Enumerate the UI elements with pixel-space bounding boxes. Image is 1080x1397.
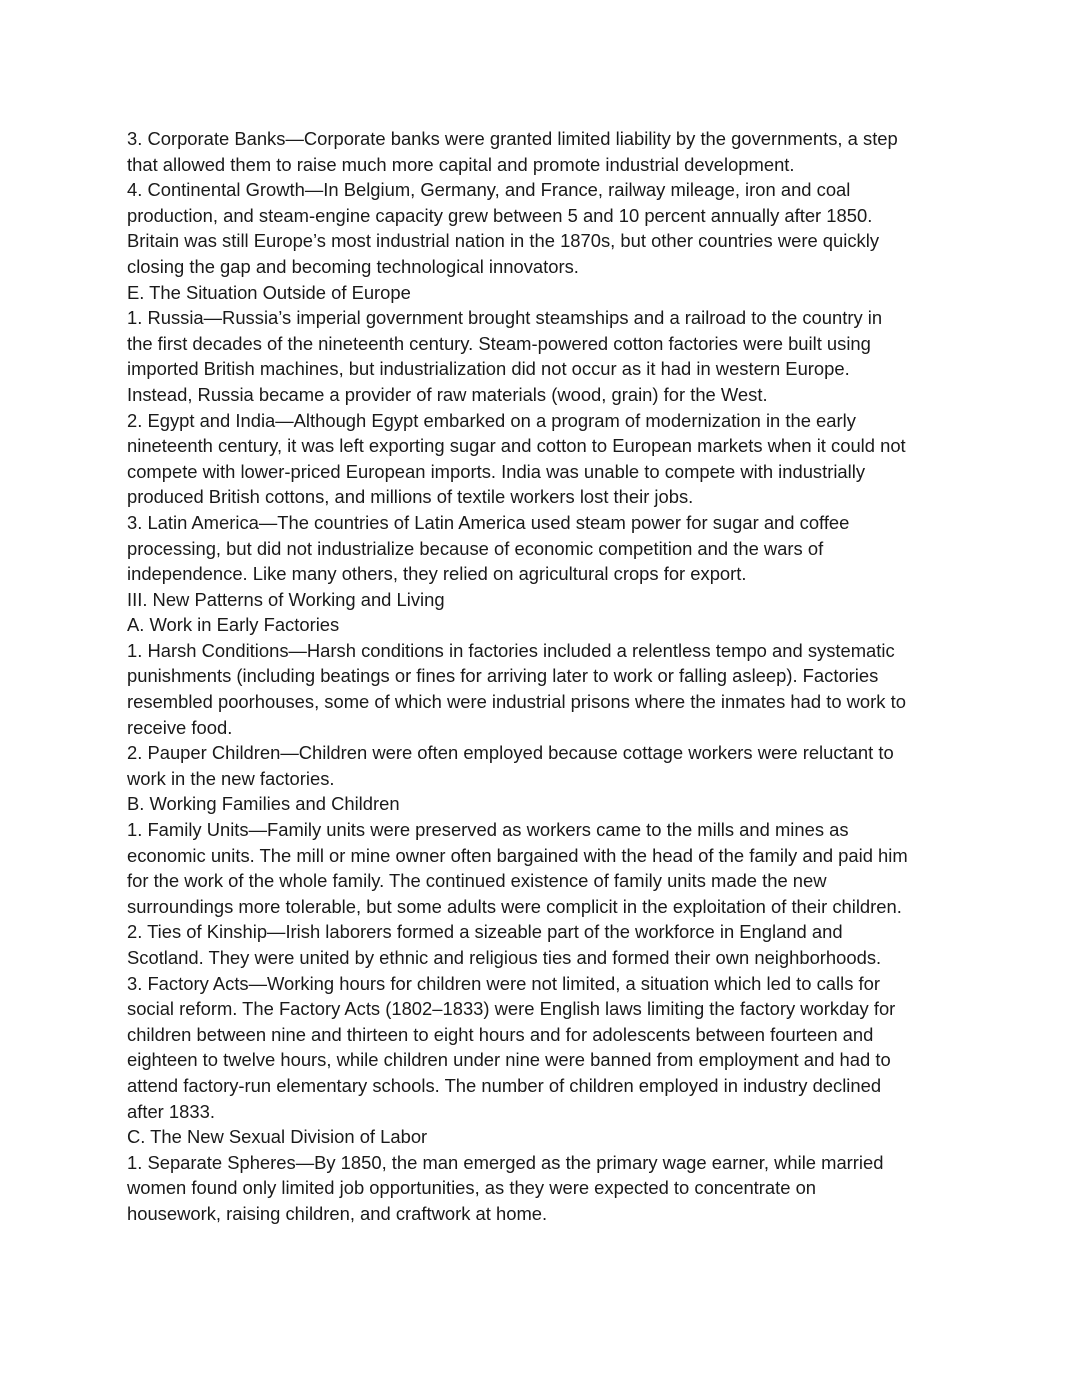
text-line: children between nine and thirteen to eight hours and for adolescents between fourteen and [127, 1023, 874, 1045]
text-line: attend factory-run elementary schools. The number of children employed in industry declined [127, 1074, 882, 1096]
text-line: production, and steam-engine capacity grew between 5 and 10 percent annually after 1850. [127, 204, 873, 226]
text-line: economic units. The mill or mine owner often bargained with the head of the family and paid him [127, 844, 908, 866]
text-line: 4. Continental Growth—In Belgium, Germany, and France, railway mileage, iron and coal [127, 179, 851, 201]
text-line: resembled poorhouses, some of which were industrial prisons where the inmates had to work to [127, 691, 906, 713]
text-line: Instead, Russia became a provider of raw materials (wood, grain) for the West. [127, 383, 768, 405]
text-line: work in the new factories. [127, 767, 335, 789]
text-line: 2. Ties of Kinship—Irish laborers formed a sizeable part of the workforce in England and [127, 921, 843, 943]
document-body [127, 126, 962, 1227]
text-line: receive food. [127, 716, 233, 738]
text-line: women found only limited job opportunities, as they were expected to concentrate on [127, 1177, 817, 1199]
text-line: the first decades of the nineteenth century. Steam-powered cotton factories were built using [127, 332, 871, 354]
section-heading: E. The Situation Outside of Europe [127, 281, 411, 303]
text-line: 1. Separate Spheres—By 1850, the man emerged as the primary wage earner, while married [127, 1151, 884, 1173]
text-line: Britain was still Europe’s most industrial nation in the 1870s, but other countries were quickly [127, 230, 880, 252]
text-line: 1. Family Units—Family units were preserved as workers came to the mills and mines as [127, 819, 849, 841]
text-line: 3. Factory Acts—Working hours for children were not limited, a situation which led to calls for [127, 972, 880, 994]
text-line: eighteen to twelve hours, while children under nine were banned from employment and had to [127, 1049, 891, 1071]
text-line: independence. Like many others, they relied on agricultural crops for export. [127, 563, 747, 585]
text-line: 1. Russia—Russia’s imperial government brought steamships and a railroad to the country in [127, 307, 883, 329]
text-line: Scotland. They were united by ethnic and religious ties and formed their own neighborhoods. [127, 947, 882, 968]
text-line: produced British cottons, and millions of textile workers lost their jobs. [127, 486, 694, 508]
text-line: compete with lower-priced European imports. India was unable to compete with industrially [127, 460, 866, 482]
text-line: 1. Harsh Conditions—Harsh conditions in factories included a relentless tempo and systematic [127, 639, 895, 661]
text-line: punishments (including beatings or fines for arriving later to work or falling asleep). Factories [127, 665, 879, 687]
section-heading: A. Work in Early Factories [127, 614, 340, 636]
text-line: 3. Latin America—The countries of Latin America used steam power for sugar and coffee [127, 511, 850, 533]
text-line: housework, raising children, and craftwork at home. [127, 1202, 548, 1224]
text-line: after 1833. [127, 1100, 215, 1122]
text-line: that allowed them to raise much more capital and promote industrial development. [127, 153, 795, 175]
text-line: social reform. The Factory Acts (1802–1833) were English laws limiting the factory workday for [127, 998, 896, 1020]
text-line: processing, but did not industrialize because of economic competition and the wars of [127, 537, 824, 559]
text-line: 2. Egypt and India—Although Egypt embarked on a program of modernization in the early [127, 409, 856, 431]
text-line: imported British machines, but industrialization did not occur as it had in western Europe. [127, 358, 850, 380]
text-line: surroundings more tolerable, but some adults were complicit in the exploitation of their children. [127, 895, 902, 917]
text-line: 2. Pauper Children—Children were often employed because cottage workers were reluctant to [127, 742, 894, 764]
text-line: for the work of the whole family. The continued existence of family units made the new [127, 870, 827, 892]
section-heading: III. New Patterns of Working and Living [127, 588, 445, 610]
text-line: closing the gap and becoming technological innovators. [127, 255, 579, 277]
text-line: 3. Corporate Banks—Corporate banks were granted limited liability by the governments, a step [127, 128, 898, 149]
section-heading: B. Working Families and Children [127, 793, 400, 815]
text-line: nineteenth century, it was left exporting sugar and cotton to European markets when it could not [127, 435, 906, 457]
section-heading: C. The New Sexual Division of Labor [127, 1126, 428, 1148]
